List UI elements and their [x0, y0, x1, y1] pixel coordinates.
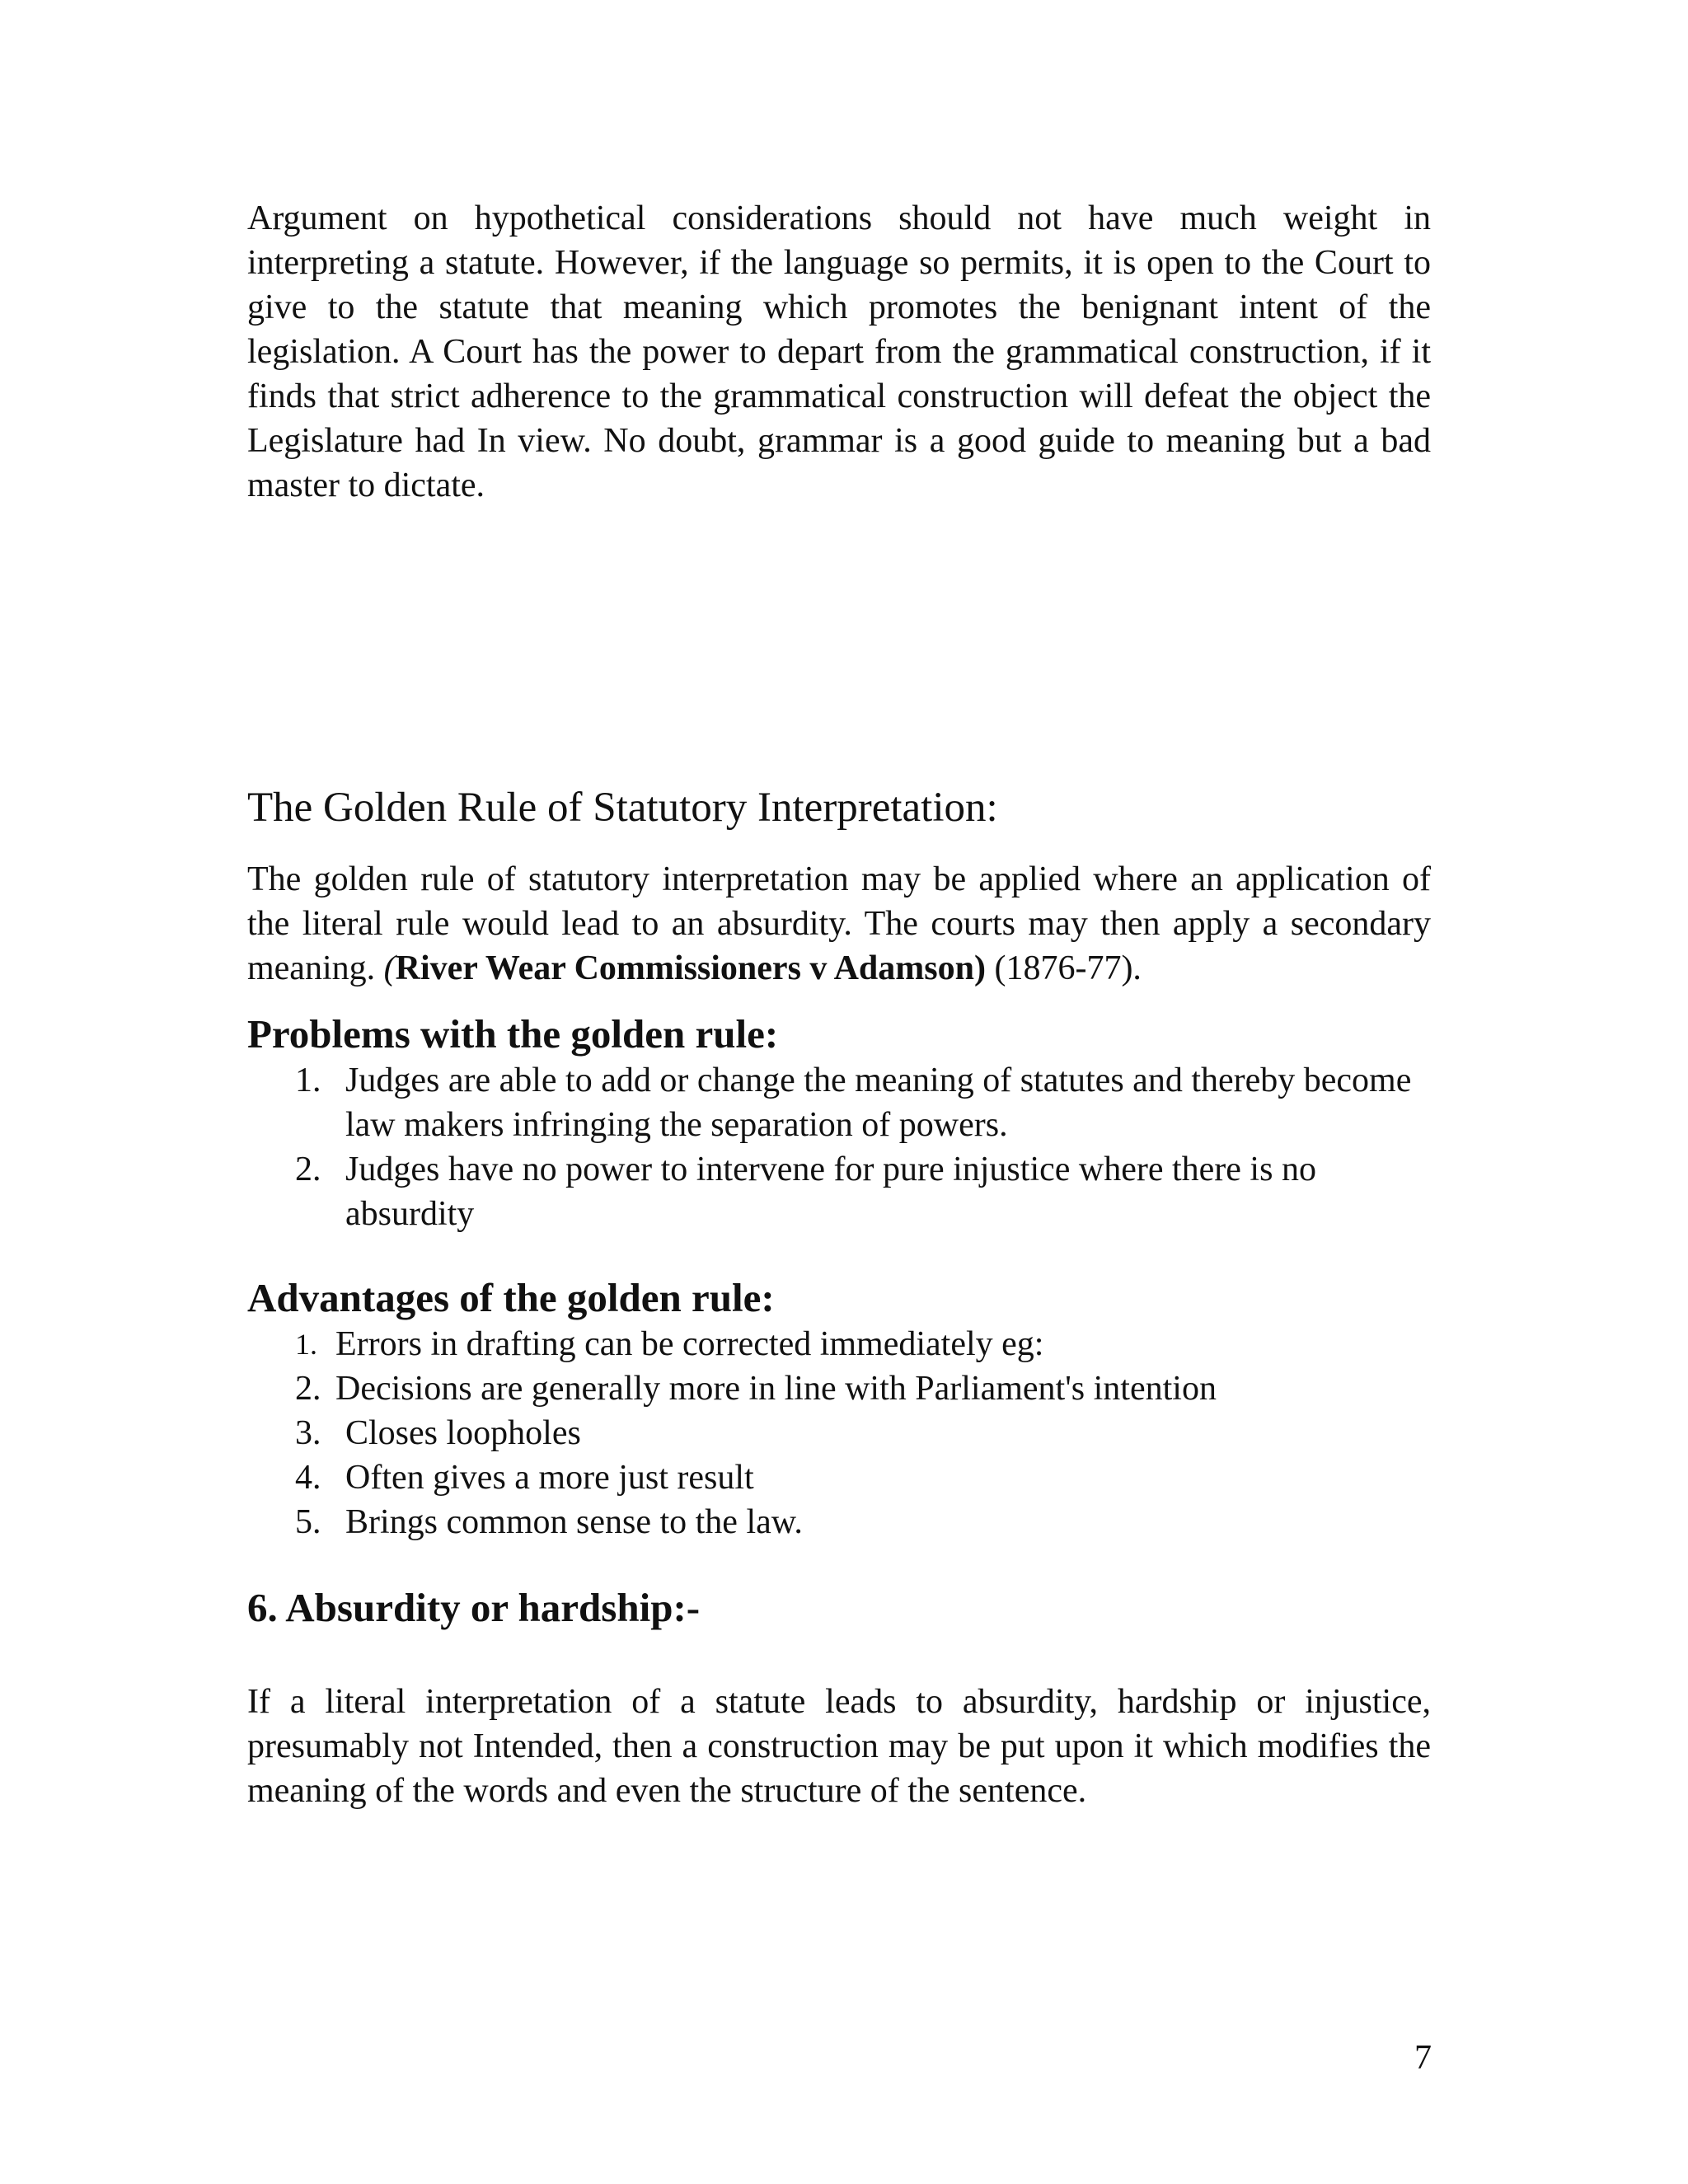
list-item-number: 1. — [295, 1062, 321, 1099]
list-item-number: 2. — [295, 1151, 321, 1188]
absurdity-paragraph: If a literal interpretation of a statute leads to absurdity, hardship or injustice, presumably not Intended, then a construction may be put upon it which modifies the meaning of the words and even the structure of the sentence. — [247, 1683, 1431, 1810]
spacer — [247, 508, 1431, 783]
list-item-text: Judges have no power to intervene for pure injustice where there is no absurdity — [345, 1151, 1316, 1233]
golden-rule-paragraph — [247, 857, 1431, 991]
list-item-text: Judges are able to add or change the meaning of statutes and thereby become law makers infringing the separation of powers. — [345, 1062, 1412, 1144]
golden-rule-text: The golden rule of statutory interpretation may be applied where an application of the literal rule would lead to an absurdity. The courts may then apply a secondary meaning. — [247, 860, 1431, 987]
list-item — [247, 1366, 1431, 1411]
case-year: (1876-77). — [994, 949, 1142, 987]
case-name: River Wear Commissioners v Adamson) — [395, 949, 986, 987]
list-item-number: 3. — [295, 1414, 321, 1452]
problems-heading: Problems with the golden rule: — [247, 1011, 779, 1057]
list-item — [247, 1411, 1431, 1455]
list-item — [247, 1500, 1431, 1544]
list-item-text: Decisions are generally more in line with Parliament's intention — [335, 1370, 1217, 1408]
page-number: 7 — [1414, 2039, 1432, 2077]
list-item-text: Often gives a more just result — [345, 1459, 754, 1497]
intro-paragraph: Argument on hypothetical considerations should not have much weight in interpreting a statute. However, if the language so permits, it is open to the Court to give to the statute that meaning which promotes the benignant intent of the legislation. A Court has the power to depart from the grammatical construction, if it finds that strict adherence to the grammatical construction will defeat the object the Legislature had In view. No doubt, grammar is a good guide to meaning but a bad master to dictate. — [247, 199, 1431, 504]
advantages-heading: Advantages of the golden rule: — [247, 1275, 775, 1320]
list-item-text: Closes loopholes — [345, 1414, 581, 1452]
list-item-text: Brings common sense to the law. — [345, 1503, 803, 1541]
problems-list — [247, 1058, 1431, 1236]
list-item-text: Errors in drafting can be corrected immediately eg: — [335, 1325, 1044, 1363]
absurdity-heading: 6. Absurdity or hardship:- — [247, 1585, 701, 1630]
list-item — [247, 1147, 1431, 1236]
list-item — [247, 1058, 1431, 1147]
golden-rule-title: The Golden Rule of Statutory Interpretation: — [247, 785, 998, 831]
document-page — [247, 196, 1431, 1813]
list-item-number: 1. — [295, 1328, 317, 1361]
list-item-number: 2. — [295, 1370, 321, 1408]
list-item — [247, 1455, 1431, 1500]
list-item — [247, 1322, 1431, 1366]
list-item-number: 4. — [295, 1459, 321, 1497]
advantages-list — [247, 1322, 1431, 1544]
list-item-number: 5. — [295, 1503, 321, 1541]
case-open-paren: ( — [383, 949, 396, 987]
